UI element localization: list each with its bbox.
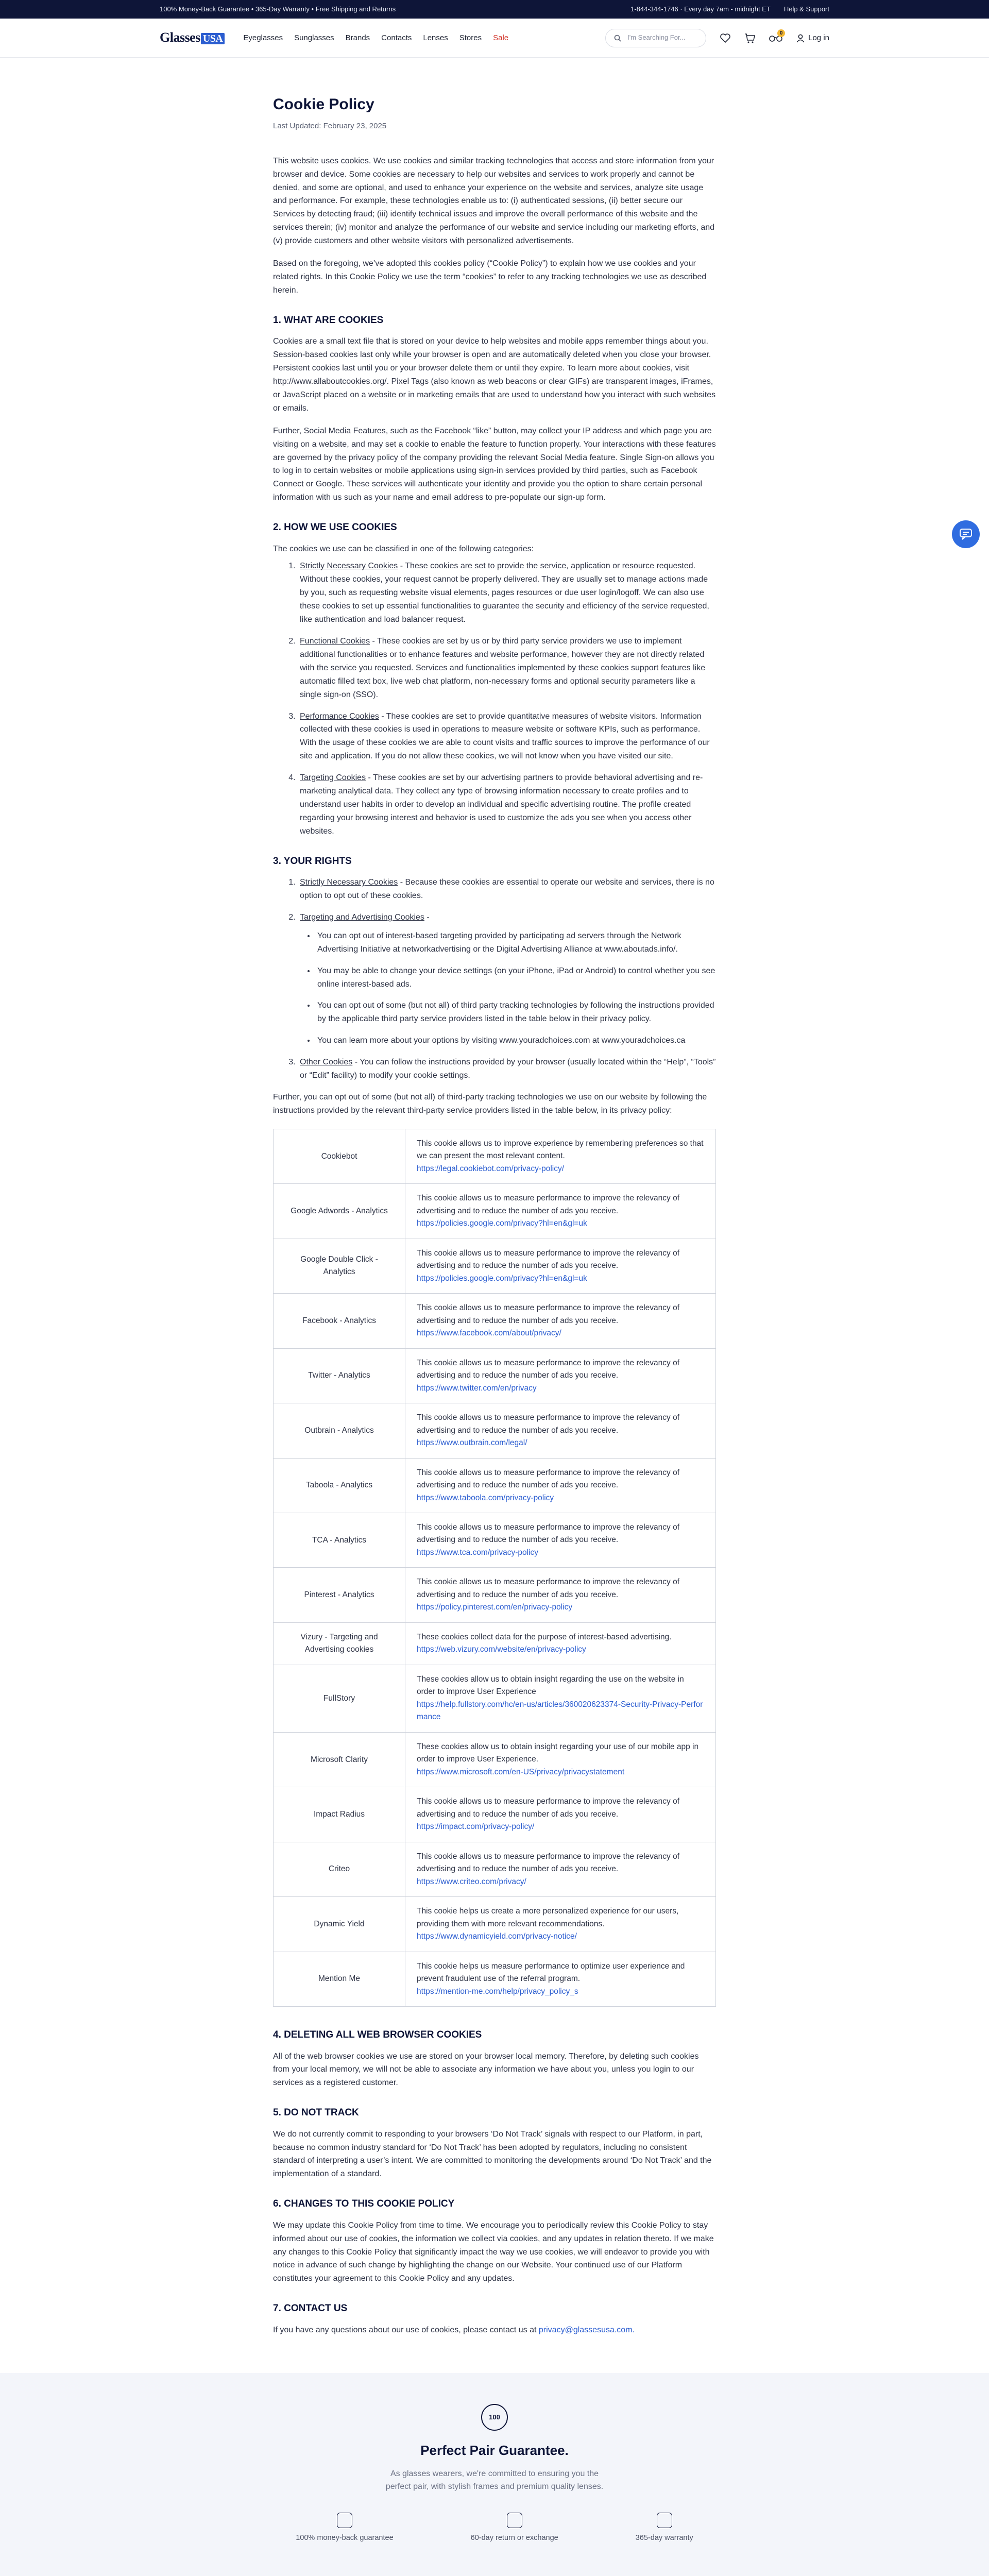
cookie-provider: Google Adwords - Analytics xyxy=(274,1184,405,1239)
list-item: 2. Functional Cookies - These cookies are set by us or by third party service providers we use to implement additional functionalities or to enhance features and website performance, however they are not directly related with the service you requested. Services and functionalities implemented by these cookies support features like automatic filled text box, live web chat platform, non-necessary forms and optional security parameters like a single sign-on (SSO). xyxy=(298,635,716,702)
intro-paragraph-2: Based on the foregoing, we’ve adopted this cookies policy (“Cookie Policy”) to explain how we use cookies and your related rights. In this Cookie Policy we use the term “cookies” to refer to any tracking technologies we use as described herein. xyxy=(273,259,707,295)
page-title: Cookie Policy xyxy=(273,96,374,113)
cookie-policy-link[interactable]: https://policy.pinterest.com/en/privacy-policy xyxy=(417,1603,573,1612)
nav-sale[interactable]: Sale xyxy=(493,33,509,42)
table-row xyxy=(274,1294,716,1348)
cookie-description xyxy=(405,1732,716,1787)
phone-info[interactable]: 1-844-344-1746 · Every day 7am - midnight ET xyxy=(630,5,771,13)
cookie-description xyxy=(405,1403,716,1458)
cookie-description-text: This cookie helps us create a more personalized experience for our users, providing them with more relevant recommendations. xyxy=(417,1907,679,1928)
cookie-description xyxy=(405,1622,716,1665)
guarantee-feature: 365-day warranty xyxy=(636,2513,693,2544)
cookie-policy-link[interactable]: https://policies.google.com/privacy?hl=en&gl=uk xyxy=(417,1274,587,1283)
section-1-title: 1. WHAT ARE COOKIES xyxy=(273,314,384,326)
section-1-paragraph-1: Cookies are a small text file that is stored on your device to help websites and mobile apps remember things about you. Session-based cookies last only while your browser is open and are automatically deleted when you close your browser. Persistent cookies last until you or your browser delete them or until they expire. To learn more about cookies, visit http://www.allaboutcookies.org/. Pixel Tags (also known as web beacons or clear GIFs) are transparent images, iFrames, or JavaScript placed on a website or in marketing emails that are used to understand how you interact with such websites or emails. xyxy=(273,337,716,413)
cookie-categories-list xyxy=(273,560,716,838)
cookie-provider: Taboola - Analytics xyxy=(274,1458,405,1513)
intro-paragraph-1: This website uses cookies. We use cookies and similar tracking technologies that access and store information from your browser and device. Some cookies are necessary to help our websites and services to work properly and cannot be denied, and some are optional, and used to enhance your experience on the website and services, analyze site usage and performance. For example, these technologies enable us to: (i) authenticated sessions, (ii) better secure our Services by detecting fraud; (iii) identify technical issues and improve the overall performance of this website and the services therein; (iv) monitor and analyze the performance of our website and service including our marketing efforts, and (v) provide customers and other website visitors with personalized advertisements. xyxy=(273,156,715,246)
guarantee-feature: 60-day return or exchange xyxy=(471,2513,558,2544)
cookie-description xyxy=(405,1952,716,2006)
cookie-description xyxy=(405,1513,716,1567)
promo-text: 100% Money-Back Guarantee • 365-Day Warranty • Free Shipping and Returns xyxy=(160,5,396,13)
top-bar xyxy=(0,0,989,19)
guarantee-title: Perfect Pair Guarantee. xyxy=(420,2442,569,2458)
guarantee-badge-icon: 100 xyxy=(481,2404,508,2431)
section-1-paragraph-2: Further, Social Media Features, such as the Facebook “like” button, may collect your IP address and which page you are visiting on a website, and may set a cookie to enable the feature to function properly. Your interactions with these features are governed by the privacy policy of the company providing the relevant Social Media feature. Single Sign-on allows you to log in to certain websites or mobile applications using sign-in services provided by third parties, such as Facebook Connect or Google. These services will authenticate your identity and provide you the option to share certain personal information with us such as your name and email address to pre-populate our sign-up form. xyxy=(273,426,716,502)
section-7-paragraph: If you have any questions about our use of cookies, please contact us at privacy@glassesusa.com. xyxy=(273,2325,635,2334)
privacy-email-link[interactable]: privacy@glassesusa.com. xyxy=(538,2325,635,2334)
table-row xyxy=(274,1952,716,2006)
cookie-description-text: These cookies allow us to obtain insight regarding the use on the website in order to improve User Experience xyxy=(417,1674,684,1697)
section-5-paragraph: We do not currently commit to responding to your browsers ‘Do Not Track’ signals with respect to our Platform, in part, because no common industry standard for ‘Do Not Track’ has been adopted by regulators, including no consistent standard of interpreting a user’s intent. We are committed to monitoring the developments around ‘Do Not Track’ and the implementation of a standard. xyxy=(273,2129,712,2179)
cookie-description-text: These cookies collect data for the purpose of interest-based advertising. xyxy=(417,1632,672,1641)
cookie-description-text: This cookie allows us to improve experience by remembering preferences so that we can present the most relevant content. xyxy=(417,1139,704,1161)
cookie-provider: Impact Radius xyxy=(274,1787,405,1842)
table-row xyxy=(274,1622,716,1665)
section-3-title: 3. YOUR RIGHTS xyxy=(273,855,352,867)
cookie-description-text: This cookie allows us to measure performance to improve the relevancy of advertising and to reduce the number of ads you receive. xyxy=(417,1358,680,1380)
cookie-policy-link[interactable]: https://www.outbrain.com/legal/ xyxy=(417,1438,527,1448)
section-2-intro: The cookies we use can be classified in one of the following categories: xyxy=(273,544,534,553)
cookie-policy-link[interactable]: https://policies.google.com/privacy?hl=en&gl=uk xyxy=(417,1219,587,1228)
cookie-policy-link[interactable]: https://help.fullstory.com/hc/en-us/articles/360020623374-Security-Privacy-Performance xyxy=(417,1700,703,1722)
list-item: 3. Other Cookies - You can follow the instructions provided by your browser (usually located within the “Help”, “Tools” or “Edit” facility) to modify your cookie settings. xyxy=(298,1056,716,1082)
section-3-after: Further, you can opt out of some (but not all) of third-party tracking technologies we use on our website by following the instructions provided by the relevant third-party service providers listed in the table below, in its privacy policy: xyxy=(273,1093,707,1115)
section-2-title: 2. HOW WE USE COOKIES xyxy=(273,522,397,533)
cookie-description-text: This cookie allows us to measure performance to improve the relevancy of advertising and to reduce the number of ads you receive. xyxy=(417,1522,680,1545)
cookie-policy-link[interactable]: https://www.twitter.com/en/privacy xyxy=(417,1383,537,1393)
cookie-description xyxy=(405,1897,716,1952)
guarantee-feature: 100% money-back guarantee xyxy=(296,2513,393,2544)
return-icon xyxy=(507,2513,522,2528)
logo-text: Glasses xyxy=(160,30,200,45)
cookie-description xyxy=(405,1184,716,1239)
user-icon xyxy=(796,33,805,43)
table-row xyxy=(274,1184,716,1239)
cookie-policy-link[interactable]: https://www.microsoft.com/en-US/privacy/privacystatement xyxy=(417,1767,625,1776)
table-row xyxy=(274,1842,716,1896)
cookie-provider: Mention Me xyxy=(274,1952,405,2006)
cookie-description xyxy=(405,1842,716,1896)
section-6-paragraph: We may update this Cookie Policy from time to time. We encourage you to periodically review this Cookie Policy to stay informed about our use of cookies, the information we collect via cookies, and any updates in relation thereto. If we make any changes to this Cookie Policy that significantly impact the way we use cookies, we will endeavor to provide you with notice in advance of such change by highlighting the change on our Website. Your continued use of our Platform constitutes your agreement to this Cookie Policy and any updates. xyxy=(273,2221,714,2283)
nav-stores[interactable]: Stores xyxy=(459,33,482,42)
glasses-icon[interactable] xyxy=(769,32,782,44)
section-4-paragraph: All of the web browser cookies we use are stored on your browser local memory. Therefore, by deleting such cookies from your local memory, we will not be able to associate any information we have about you, unless you login to our services as a registered customer. xyxy=(273,2052,699,2088)
cookie-description-text: This cookie allows us to measure performance to improve the relevancy of advertising and to reduce the number of ads you receive. xyxy=(417,1578,680,1599)
cookie-policy-link[interactable]: https://mention-me.com/help/privacy_policy_s xyxy=(417,1987,578,1996)
section-6-title: 6. CHANGES TO THIS COOKIE POLICY xyxy=(273,2198,455,2210)
top-promo xyxy=(160,4,396,14)
nav-brands[interactable]: Brands xyxy=(345,33,370,42)
guarantee-text: As glasses wearers, we're committed to ensuring you the perfect pair, with stylish frames and premium quality lenses. xyxy=(385,2469,604,2491)
cookie-description xyxy=(405,1787,716,1842)
opt-out-options xyxy=(300,929,716,1047)
cookie-policy-link[interactable]: https://web.vizury.com/website/en/privacy-policy xyxy=(417,1645,586,1654)
third-party-cookies-table xyxy=(273,1129,716,2007)
cart-count-badge: 0 xyxy=(777,29,785,37)
site-header xyxy=(0,19,989,58)
warranty-icon xyxy=(657,2513,672,2528)
nav-contacts[interactable]: Contacts xyxy=(381,33,412,42)
list-item: 4. Targeting Cookies - These cookies are set by our advertising partners to provide behavioral advertising and re-marketing analytical data. They collect any type of browsing information necessary to create profiles and to understand user habits in order to develop an individual and specific advertising routine. The profile created regarding your browsing interest and behavior is used to customize the ads you see when you access other websites. xyxy=(298,771,716,838)
cookie-policy-link[interactable]: https://impact.com/privacy-policy/ xyxy=(417,1822,535,1832)
main-nav xyxy=(243,32,605,44)
table-row xyxy=(274,1239,716,1293)
cookie-provider: Cookiebot xyxy=(274,1129,405,1183)
search-input[interactable] xyxy=(605,29,706,47)
cookie-provider: Outbrain - Analytics xyxy=(274,1403,405,1458)
cookie-description-text: This cookie allows us to measure performance to improve the relevancy of advertising and to reduce the number of ads you receive. xyxy=(417,1194,680,1215)
chat-icon xyxy=(959,528,973,540)
user-login[interactable] xyxy=(796,32,829,44)
cookie-provider: Vizury - Targeting and Advertising cookies xyxy=(274,1622,405,1665)
cookie-provider: Pinterest - Analytics xyxy=(274,1568,405,1622)
cookie-policy-link[interactable]: https://www.criteo.com/privacy/ xyxy=(417,1877,526,1886)
list-item: • You may be able to change your device settings (on your iPhone, iPad or Android) to control whether you see online interest-based ads. xyxy=(315,964,716,991)
cookie-policy-link[interactable]: https://www.dynamicyield.com/privacy-notice/ xyxy=(417,1932,577,1941)
table-row xyxy=(274,1348,716,1403)
login-label: Log in xyxy=(808,33,829,42)
cookie-description xyxy=(405,1348,716,1403)
last-updated: Last Updated: February 23, 2025 xyxy=(273,121,387,130)
cookie-provider: Facebook - Analytics xyxy=(274,1294,405,1348)
table-row xyxy=(274,1897,716,1952)
logo-badge: USA xyxy=(201,33,225,44)
cookie-description-text: This cookie allows us to measure performance to improve the relevancy of advertising and to reduce the number of ads you receive. xyxy=(417,1303,680,1325)
section-4-title: 4. DELETING ALL WEB BROWSER COOKIES xyxy=(273,2029,482,2041)
guarantee-section xyxy=(0,2373,989,2576)
table-row xyxy=(274,1732,716,1787)
cookie-description-text: This cookie allows us to measure performance to improve the relevancy of advertising and to reduce the number of ads you receive. xyxy=(417,1852,680,1874)
nav-sunglasses[interactable]: Sunglasses xyxy=(294,33,334,42)
cookie-provider: Microsoft Clarity xyxy=(274,1732,405,1787)
table-row xyxy=(274,1129,716,1183)
cookie-description-text: These cookies allow us to obtain insight regarding your use of our mobile app in order to improve User Experience. xyxy=(417,1742,699,1764)
cookie-description-text: This cookie helps us measure performance to optimize user experience and prevent fraudulent use of the referral program. xyxy=(417,1961,685,1984)
list-item: 3. Performance Cookies - These cookies are set to provide quantitative measures of website visitors. Information collected with these cookies is used in operations to measure website or software KPIs, such as performance. With the usage of these cookies we are able to count visits and traffic sources to improve the performance of our site and application. If you do not allow these cookies, we will not know when you have visited our site. xyxy=(298,710,716,764)
list-item: • You can opt out of some (but not all) of third party tracking technologies by following the instructions provided by the applicable third party service providers listed in the table below in their privacy policy. xyxy=(315,999,716,1026)
cookie-policy-content xyxy=(273,58,716,2367)
logo[interactable] xyxy=(160,27,225,48)
nav-lenses[interactable]: Lenses xyxy=(423,33,448,42)
wishlist-heart-icon[interactable] xyxy=(720,32,731,44)
search-placeholder: I'm Searching For... xyxy=(627,33,686,42)
cookie-description xyxy=(405,1239,716,1293)
cookie-provider: Google Double Click - Analytics xyxy=(274,1239,405,1293)
cookie-description xyxy=(405,1458,716,1513)
list-item: • You can learn more about your options by visiting www.youradchoices.com at www.youradchoices.ca xyxy=(315,1034,716,1047)
live-chat-button[interactable] xyxy=(952,520,980,548)
cookie-description-text: This cookie allows us to measure performance to improve the relevancy of advertising and to reduce the number of ads you receive. xyxy=(417,1248,680,1270)
search-icon xyxy=(612,32,623,44)
section-7-title: 7. CONTACT US xyxy=(273,2303,348,2314)
cookie-provider: FullStory xyxy=(274,1665,405,1732)
list-item: 2. Targeting and Advertising Cookies - • You can opt out of interest-based targeting provided by participating ad servers through the Network Advertising Initiative at networkadvertising or the Digital Advertising Alliance at www.aboutads.info/. • You may be able to change your device settings (on your iPhone, iPad or Android) to control whether you see online interest-based ads. • You can opt out of some (but not all) of third party tracking technologies by following the instructions provided by the applicable third party service providers listed in the table below in their privacy policy. • You can learn more about your options by visiting www.youradchoices.com at www.youradchoices.ca xyxy=(298,911,716,1047)
cookie-provider: Criteo xyxy=(274,1842,405,1896)
table-row xyxy=(274,1568,716,1622)
table-row xyxy=(274,1513,716,1567)
section-5-title: 5. DO NOT TRACK xyxy=(273,2107,359,2119)
cookie-description xyxy=(405,1568,716,1622)
cookie-policy-link[interactable]: https://legal.cookiebot.com/privacy-policy/ xyxy=(417,1164,565,1173)
help-support-link[interactable]: Help & Support xyxy=(783,5,829,13)
cookie-policy-link[interactable]: https://www.taboola.com/privacy-policy xyxy=(417,1493,554,1502)
table-row xyxy=(274,1458,716,1513)
cookie-provider: Twitter - Analytics xyxy=(274,1348,405,1403)
list-item: • You can opt out of interest-based targeting provided by participating ad servers through the Network Advertising Initiative at networkadvertising or the Digital Advertising Alliance at www.aboutads.info/. xyxy=(315,929,716,956)
rights-list xyxy=(273,876,716,1082)
cart-icon[interactable] xyxy=(744,32,756,44)
table-row xyxy=(274,1665,716,1732)
table-row xyxy=(274,1787,716,1842)
money-back-icon xyxy=(337,2513,352,2528)
cookie-description-text: This cookie allows us to measure performance to improve the relevancy of advertising and to reduce the number of ads you receive. xyxy=(417,1797,680,1819)
cookie-description-text: This cookie allows us to measure performance to improve the relevancy of advertising and to reduce the number of ads you receive. xyxy=(417,1413,680,1435)
cookie-provider: TCA - Analytics xyxy=(274,1513,405,1567)
cookie-provider: Dynamic Yield xyxy=(274,1897,405,1952)
cookie-description-text: This cookie allows us to measure performance to improve the relevancy of advertising and to reduce the number of ads you receive. xyxy=(417,1468,680,1490)
table-row xyxy=(274,1403,716,1458)
cookie-description xyxy=(405,1665,716,1732)
list-item: 1. Strictly Necessary Cookies - Because these cookies are essential to operate our website and services, there is no option to opt out of these cookies. xyxy=(298,876,716,903)
cookie-description xyxy=(405,1294,716,1348)
list-item: 1. Strictly Necessary Cookies - These cookies are set to provide the service, application or resource requested. Without these cookies, your request cannot be properly delivered. They are usually set to manage actions made by you, such as requesting website visual elements, pages resources or due user login/logoff. We can also use these cookies to set up essential functionalities to guarantee the security and efficiency of the service requested, like authentication and load balancer request. xyxy=(298,560,716,626)
cookie-policy-link[interactable]: https://www.tca.com/privacy-policy xyxy=(417,1548,539,1557)
nav-eyeglasses[interactable]: Eyeglasses xyxy=(243,33,283,42)
cookie-description xyxy=(405,1129,716,1183)
cookie-policy-link[interactable]: https://www.facebook.com/about/privacy/ xyxy=(417,1329,561,1338)
